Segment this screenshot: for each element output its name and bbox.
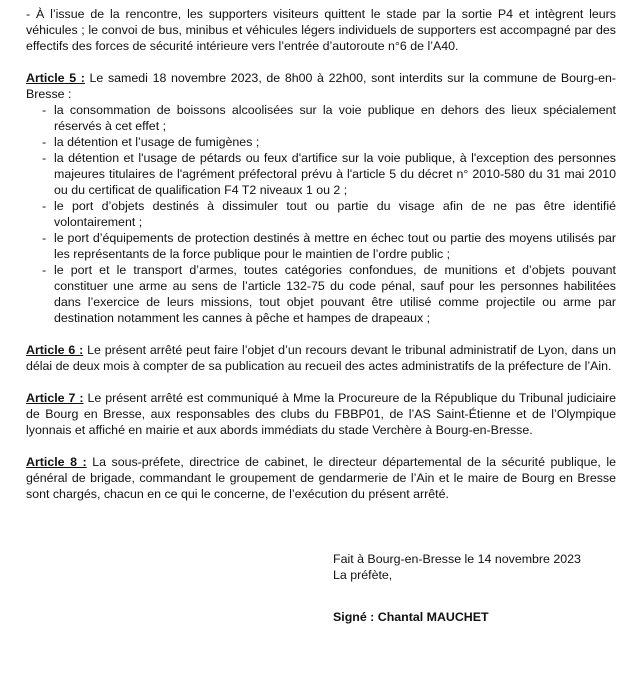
list-item: - la détention et l'usage de pétards ou feux d'artifice sur la voie publique, à l'exception des personnes majeures titulaires de l'agrément préfectoral prévu à l'article 5 du décret n° 2010-580 du 31 mai 2010 ou du certificat de qualification F4 T2 niveaux 1 ou 2 ; (42, 150, 616, 198)
signature-line: Signé : Chantal MAUCHET (333, 610, 489, 624)
article-8-label: Article 8 : (26, 455, 87, 469)
article-6-paragraph (26, 342, 616, 374)
article-6 (26, 342, 616, 374)
article-5-text: Le samedi 18 novembre 2023, de 8h00 à 22h00, sont interdits sur la commune de Bourg-en-Bresse : (26, 71, 616, 101)
article-8 (26, 454, 616, 502)
place-date: Fait à Bourg-en-Bresse le 14 novembre 2023 (333, 552, 581, 566)
article-5-list (26, 102, 616, 326)
intro-text: - À l’issue de la rencontre, les supporters visiteurs quittent le stade par la sortie P4 et intègrent leurs véhicules ; le convoi de bus, minibus et véhicules légers individuels de supporters est accompagné par des effectifs des forces de sécurité intérieure vers l’entrée d’autoroute n°6 de l’A40. (26, 7, 616, 53)
article-7 (26, 390, 616, 438)
intro-paragraph (26, 6, 616, 54)
signatory-role: La préfète, (333, 568, 393, 582)
list-item: - le port et le transport d’armes, toutes catégories confondues, de munitions et d’objets pouvant constituer une arme au sens de l’article 132-75 du code pénal, sauf pour les personnes habilitées dans l’exercice de leurs missions, tout objet pouvant être utilisé comme projectile ou arme par destination notamment les cannes à pêche et hampes de drapeaux ; (42, 262, 616, 326)
article-7-paragraph (26, 390, 616, 438)
article-7-label: Article 7 : (26, 391, 84, 405)
article-6-label: Article 6 : (26, 343, 84, 357)
closing-block (333, 551, 613, 583)
article-5-label: Article 5 : (26, 71, 85, 85)
list-item: - la consommation de boissons alcoolisées sur la voie publique en dehors des lieux spécialement réservés à cet effet ; (42, 102, 616, 134)
list-item: - le port d’équipements de protection destinés à mettre en échec tout ou partie des moyens utilisés par les représentants de la force publique pour le maintien de l’ordre public ; (42, 230, 616, 262)
list-item: - la détention et l’usage de fumigènes ; (42, 134, 616, 150)
article-5-intro (26, 70, 616, 102)
article-7-text: Le présent arrêté est communiqué à Mme la Procureure de la République du Tribunal judiciaire de Bourg en Bresse, aux responsables des clubs du FBBP01, de l’AS Saint-Étienne et de l’Olympique lyonnais et affiché en mairie et aux abords immédiats du stade Verchère à Bourg-en-Bresse. (26, 391, 617, 437)
article-5 (26, 70, 616, 326)
list-item: - le port d’objets destinés à dissimuler tout ou partie du visage afin de ne pas être identifié volontairement ; (42, 198, 616, 230)
article-6-text: Le présent arrêté peut faire l’objet d’un recours devant le tribunal administratif de Lyon, dans un délai de deux mois à compter de sa publication au recueil des actes administratifs de la préfecture de l’Ain. (26, 343, 617, 373)
document-page (26, 6, 616, 518)
article-8-text: La sous-préfete, directrice de cabinet, le directeur départemental de la sécurité publique, le général de brigade, commandant le groupement de gendarmerie de l’Ain et le maire de Bourg en Bresse sont chargés, chacun en ce qui le concerne, de l’exécution du présent arrêté. (26, 455, 616, 501)
article-8-paragraph (26, 454, 616, 502)
